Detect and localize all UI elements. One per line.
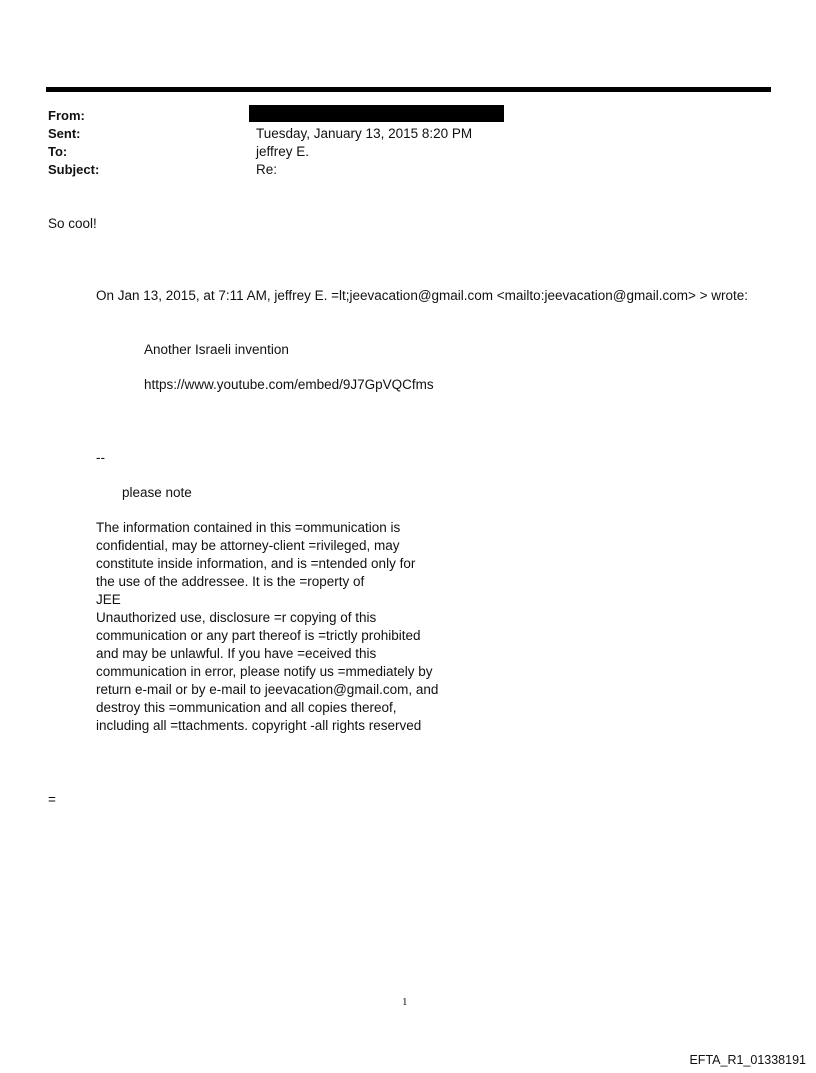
reply-text: So cool! [48,216,97,231]
from-redaction [249,105,504,122]
quote-intro: On Jan 13, 2015, at 7:11 AM, jeffrey E. =lt;jeevacation@gmail.com <mailto:jeevacation@gmail.com> > wrote: [96,288,748,303]
disclaimer-line: constitute inside information, and is =ntended only for [96,556,416,571]
trailing-equals: = [48,792,56,807]
disclaimer-line: The information contained in this =ommunication is [96,520,401,535]
signature-separator: -- [96,450,105,465]
from-label: From: [48,108,85,123]
disclaimer-line: destroy this =ommunication and all copies thereof, [96,700,397,715]
to-label: To: [48,144,68,159]
page-number: 1 [402,996,408,1008]
disclaimer-line: confidential, may be attorney-client =rivileged, may [96,538,400,553]
to-value: jeffrey E. [256,144,310,159]
quoted-link[interactable]: https://www.youtube.com/embed/9J7GpVQCfms [144,377,434,392]
disclaimer-line: communication in error, please notify us =mmediately by [96,664,433,679]
header-divider [46,87,771,92]
sent-label: Sent: [48,126,81,141]
subject-value: Re: [256,162,278,177]
document-id: EFTA_R1_01338191 [689,1053,806,1067]
disclaimer-block [96,519,476,735]
disclaimer-line: including all =ttachments. copyright -all rights reserved [96,718,422,733]
subject-label: Subject: [48,162,100,177]
disclaimer-line: and may be unlawful. If you have =eceived this [96,646,377,661]
disclaimer-line: the use of the addressee. It is the =roperty of [96,574,365,589]
disclaimer-line: Unauthorized use, disclosure =r copying of this [96,610,377,625]
disclaimer-line: return e-mail or by e-mail to jeevacation@gmail.com, and [96,682,439,697]
sent-value: Tuesday, January 13, 2015 8:20 PM [256,126,473,141]
disclaimer-line: communication or any part thereof is =trictly prohibited [96,628,421,643]
disclaimer-line: JEE [96,592,121,607]
please-note: please note [122,485,192,500]
quoted-line: Another Israeli invention [144,342,289,357]
